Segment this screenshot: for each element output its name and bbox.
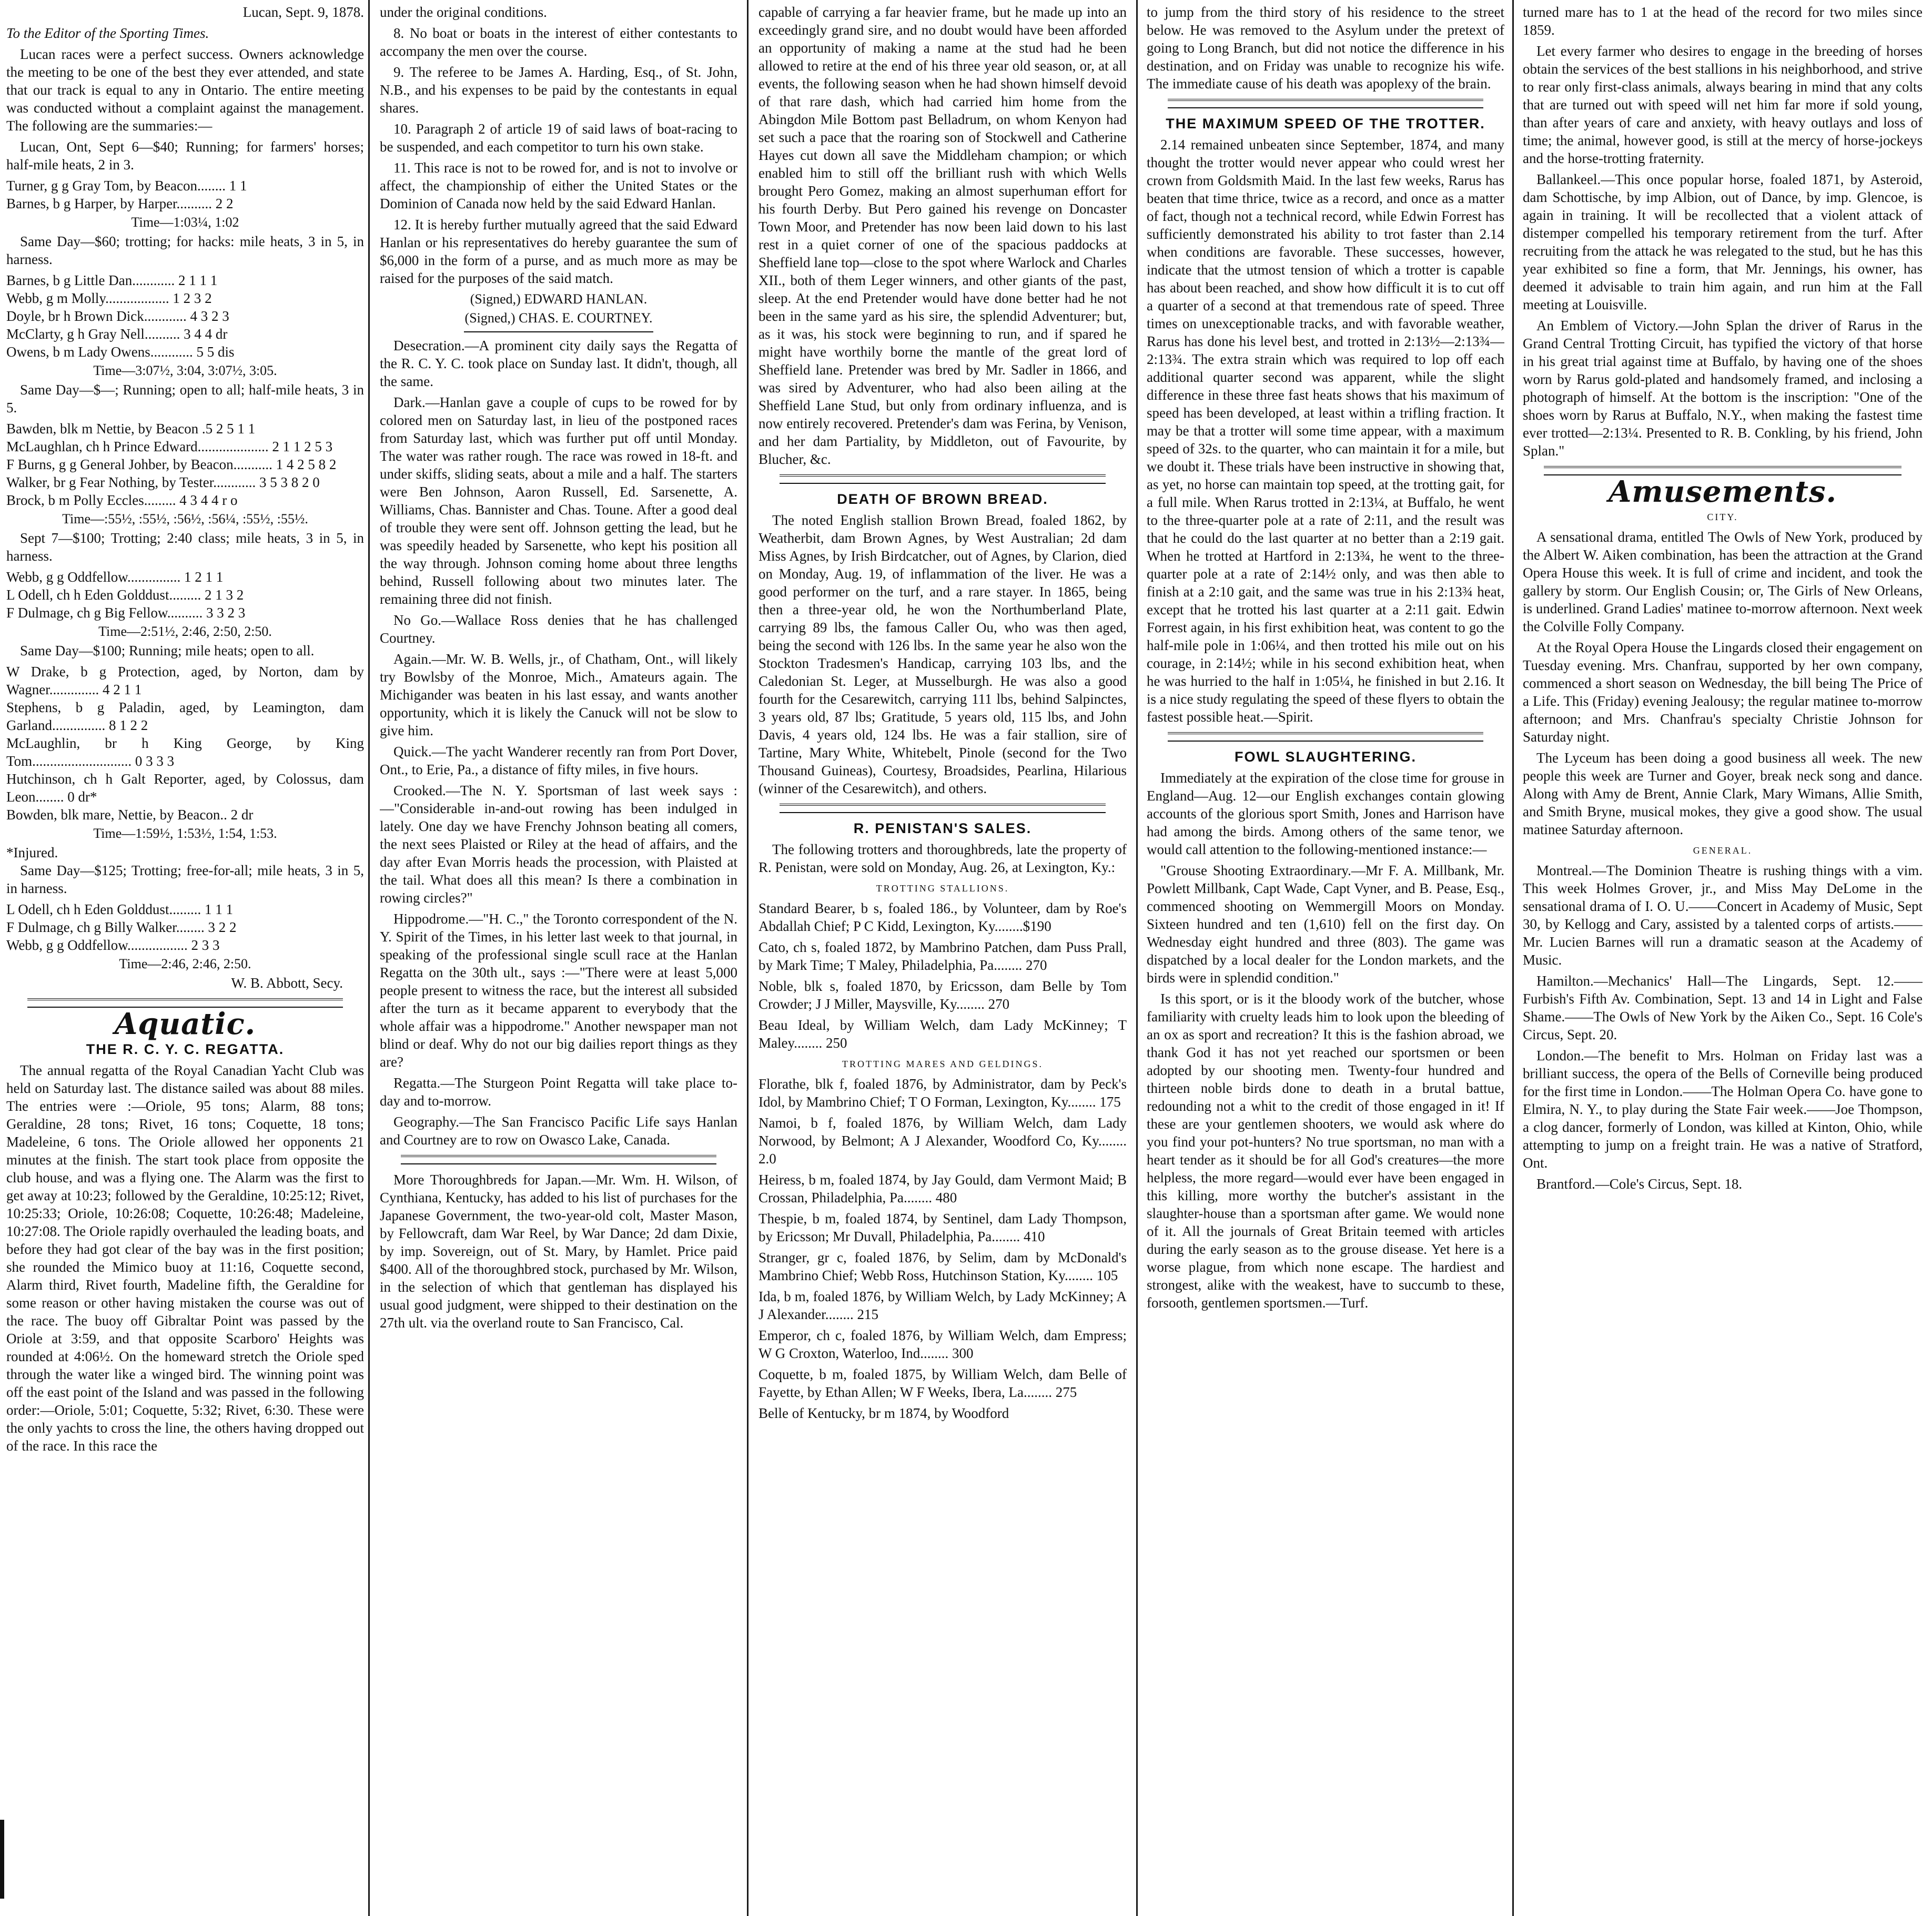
race-time: Time—1:59½, 1:53½, 1:54, 1:53. [93, 826, 277, 841]
race-entry: Turner, g g Gray Tom, by Beacon........ 1 1 [6, 178, 247, 194]
race-entry: Hutchinson, ch h Galt Reporter, aged, by Colossus, dam Leon........ 0 dr* [6, 771, 364, 805]
column-5 [1523, 3, 1923, 1912]
race-entry: Barnes, b g Harper, by Harper.......... 2 2 [6, 196, 234, 211]
secretary-signature: W. B. Abbott, Secy. [231, 975, 343, 991]
race-entry: F Dulmage, ch g Billy Walker........ 3 2 2 [6, 919, 237, 935]
sale-entry: Thespie, b m, foaled 1874, by Sentinel, dam Lady Thompson, by Ericsson; Mr Duvall, Philadelphia, Pa........ 410 [758, 1211, 1127, 1244]
race-entry: Stephens, b g Paladin, aged, by Leamington, dam Garland............... 8 1 2 2 [6, 700, 364, 733]
sale-entry: Belle of Kentucky, br m 1874, by Woodford [758, 1405, 1009, 1421]
signature-line: (Signed,) EDWARD HANLAN. [470, 291, 648, 307]
subheading: GENERAL. [1693, 845, 1753, 856]
article-paragraph: Montreal.—The Dominion Theatre is rushing things with a vim. This week Holmes Grover, jr., and Miss May DeLome in the sensational drama of I. O. U.——Concert in Academy of Music, Sept 30, by Kellogg and Cary, assisted by a talented corps of artists.——Mr. Lucien Barnes will run a dramatic season at the Academy of Music. [1523, 863, 1923, 968]
article-paragraph: The annual regatta of the Royal Canadian Yacht Club was held on Saturday last. The distance sailed was about 88 miles. The entries were :—Oriole, 95 tons; Alarm, 88 tons; Geraldine, 28 tons; Rivet, 16 tons; Coquette, 18 tons; Madeleine, 6 tons. The Oriole allowed her opponents 21 minutes at the finish. The start took place from opposite the club house, and was a flying one. The Alarm was the first to get away at 10:23; followed by the Geraldine, 10:25:12; Rivet, 10:25:33; Oriole, 10:26:08; Coquette, 10:26:48; Madeleine, 10:27:08. The Oriole rapidly overhauled the leading boats, and before they had got clear of the bay was in the first position; she rounded the Mimico buoy at 11:16, Coquette second, Alarm third, Rivet fourth, Madeline fifth, the Geraldine for some reason or other having mistaken the course was out of the race. The buoy off Gibraltar Point was passed by the Oriole at 3:59, and that opposite Scarboro' Heights was rounded at 4:06½. On the homeward stretch the Oriole sped through the water like a winged bird. The winning point was off the east point of the Island and was passed in the following order:—Oriole, 5:01; Coquette, 5:32; Rivet, 6:30. These were the only yachts to cross the line, the others having dropped out of the race. In this race the [6, 1062, 364, 1454]
section-divider [1168, 99, 1483, 108]
race-time: Time—2:46, 2:46, 2:50. [119, 956, 251, 971]
race-heading: Same Day—$125; Trotting; free-for-all; mile heats, 3 in 5, in harness. [6, 863, 364, 896]
race-entry: McLaughlin, br h King George, by King Tom............................ 0 3 3 3 [6, 735, 364, 769]
article-headline: R. PENISTAN'S SALES. [853, 820, 1032, 836]
article-paragraph: Is this sport, or is it the bloody work of the butcher, whose familiarity with cruelty leads him to look upon the bleeding of an ox as sport and recreation? It this is the fashion abroad, we thank God it has not yet reached our sportsmen or been adopted by our shooting men. Twenty-four hundred and thirteen noble birds done to death in a brutal battue, redounding not a whit to the credit of those engaged in it! If these are your gentlemen shooters, we would ask where do you find your pot-hunters? No true sportsman, no man with a heart tender as it should be for all God's creatures—the more helpless, the more regard—would ever have been engaged in this killing, more worthy the butcher's assistant in the slaughter-house than a sportsman after game. We would none of it. All the journals of Great Britain teemed with articles during the early season as to the grouse disease. Yet here is a worse plague, from which none escape. The hardiest and strongest, alike with the weakest, have to succumb to these, forsooth, gentlemen sportsmen.—Turf. [1147, 991, 1504, 1311]
race-entry: McLaughlan, ch h Prince Edward.................... 2 1 1 2 5 3 [6, 439, 333, 454]
race-entry: McClarty, g h Gray Nell.......... 3 4 4 dr [6, 326, 228, 342]
column-1 [6, 3, 364, 1912]
subheading: TROTTING MARES AND GELDINGS. [842, 1059, 1043, 1069]
article-headline: DEATH OF BROWN BREAD. [837, 491, 1048, 507]
article-paragraph: Immediately at the expiration of the close time for grouse in England—Aug. 12—our English exchanges contain glowing accounts of the glorious sport Smith, Jones and Harrison have had among the birds. Among others of the same tenor, we would call attention to the following-mentioned instance:— [1147, 770, 1504, 857]
article-paragraph: 12. It is hereby further mutually agreed that the said Edward Hanlan or his representatives do hereby guarantee the sum of $6,000 in the form of a purse, and as much more as may be raised for the purposes of the said match. [380, 217, 737, 286]
article-paragraph: Hamilton.—Mechanics' Hall—The Lingards, Sept. 12.——Furbish's Fifth Av. Combination, Sept. 13 and 14 in Light and False Shame.——The Owls of New York by the Aiken Co., Sept. 16 Cole's Circus, Sept. 20. [1523, 973, 1923, 1042]
sale-entry: Noble, blk s, foaled 1870, by Ericsson, dam Belle by Tom Crowder; J J Miller, Maysville, Ky........ 270 [758, 978, 1127, 1012]
race-heading: Lucan, Ont, Sept 6—$40; Running; for farmers' horses; half-mile heats, 2 in 3. [6, 139, 364, 173]
section-divider [780, 804, 1106, 813]
race-time: Time—2:51½, 2:46, 2:50, 2:50. [98, 624, 272, 639]
column-2 [380, 3, 737, 1912]
race-time: Time—3:07½, 3:04, 3:07½, 3:05. [93, 363, 277, 378]
divider [464, 331, 653, 332]
column-rule [1136, 0, 1138, 1916]
article-headline: FOWL SLAUGHTERING. [1235, 749, 1417, 765]
race-entry: Webb, g g Oddfellow............... 1 2 1 1 [6, 569, 224, 585]
article-paragraph: 11. This race is not to be rowed for, and is not to involve or affect, the championship of either the United States or the Dominion of Canada now held by the said Edward Hanlan. [380, 160, 737, 211]
race-entry: Barnes, b g Little Dan............ 2 1 1 1 [6, 272, 218, 288]
sale-entry: Namoi, b f, foaled 1876, by William Welch, dam Lady Norwood, by Belmont; A J Alexander, Woodford Co, Ky........ 2.0 [758, 1115, 1127, 1167]
race-heading: Same Day—$—; Running; open to all; half-mile heats, 3 in 5. [6, 382, 364, 415]
news-item: Geography.—The San Francisco Pacific Life says Hanlan and Courtney are to row on Owasco Lake, Canada. [380, 1114, 737, 1148]
race-heading: Same Day—$100; Running; mile heats; open to all. [20, 643, 315, 658]
column-4 [1147, 3, 1504, 1912]
news-item: Ballankeel.—This once popular horse, foaled 1871, by Asteroid, dam Schottische, by imp Albion, out of Dance, by imp. Glencoe, is again in training. It will be recollected that a violent attack of distemper compelled his temporary retirement from the turf. After recruiting from the attack he was relegated to the stud, but he has this year exhibited so fine a form, that Mr. Jennings, his owner, has deemed it advisable to train him again, and run him at the Fall meeting at Louisville. [1523, 171, 1923, 312]
subheading: CITY. [1707, 512, 1738, 522]
article-paragraph: to jump from the third story of his residence to the street below. He was removed to the Asylum under the pretext of going to Long Branch, but did not notice the difference in his destination, and on Friday was unable to recognize his wife. The immediate cause of his death was apoplexy of the brain. [1147, 4, 1504, 92]
section-title-aquatic: Aquatic. [114, 1007, 256, 1041]
news-item: Hippodrome.—"H. C.," the Toronto correspondent of the N. Y. Spirit of the Times, in his letter last week to that journal, in speaking of the professional single scull race at the Hanlan Regatta on the 30th ult., says :—"There were at least 5,000 people present to witness the race, but the interest all subsided after the turn as it became apparent to everybody that the whole affair was a hippodrome." Another newspaper man not blind or deaf. Why do not our big dailies report things as they are? [380, 911, 737, 1070]
article-paragraph: 9. The referee to be James A. Harding, Esq., of St. John, N.B., and his expenses to be paid by the contestants in equal shares. [380, 64, 737, 116]
column-rule [1512, 0, 1514, 1916]
column-3 [758, 3, 1127, 1912]
article-paragraph: 8. No boat or boats in the interest of either contestants to accompany the men over the course. [380, 25, 737, 59]
race-entry: F Burns, g g General Johber, by Beacon........... 1 4 2 5 8 2 [6, 457, 337, 472]
signature-line: (Signed,) CHAS. E. COURTNEY. [464, 310, 653, 326]
sale-entry: Florathe, blk f, foaled 1876, by Administrator, dam by Peck's Idol, by Mambrino Chief; T O Forman, Lexington, Ky........ 175 [758, 1076, 1127, 1110]
column-rule [747, 0, 748, 1916]
section-divider [401, 1155, 716, 1164]
news-item: Desecration.—A prominent city daily says the Regatta of the R. C. Y. C. took place on Sunday last. It didn't, though, all the same. [380, 338, 737, 389]
race-entry: Bowden, blk mare, Nettie, by Beacon.. 2 dr [6, 807, 254, 823]
section-title-amusements: Amusements. [1608, 474, 1837, 509]
race-entry: Walker, br g Fear Nothing, by Tester............ 3 5 3 8 2 0 [6, 474, 320, 490]
article-headline: THE MAXIMUM SPEED OF THE TROTTER. [1166, 116, 1485, 131]
race-heading: Same Day—$60; trotting; for hacks: mile heats, 3 in 5, in harness. [6, 234, 364, 267]
article-paragraph: capable of carrying a far heavier frame, but he made up into an exceedingly grand sire, and no doubt would have been afforded an opportunity of making a name at the stud had he been allowed to retire at the end of his three year old season, or, at all events, the following season when he had shown himself devoid of that rare dash, which had carried him home from the Abingdon Mile Bottom past Belladrum, on whom Kenyon had set such a pace that the roaring son of Stockwell and Catherine Hayes cut down all save the Middleham champion; or which enabled him to still off the brilliant rush with which Wells brought Pero Gomez, making an almost superhuman effort for his fourth Derby. But Pero gained his revenge on Doncaster Town Moor, and Pretender has now been laid down to his last rest in a quiet corner of one of the spacious paddocks at Sheffield lane top—close to the spot where Warlock and Charles XII., both of them Leger winners, and other giants of the past, sleep. At the end Pretender would have done better had he not been in the same yard as his sire, the splendid Adventurer; but, as it was, his stock were beginning to run, and if spared he might have worthily borne the mantle of the great lord of Sheffield lane. Pretender was bred by Mr. Sadler in 1866, and was sired by Adventurer, who had also been ailing at the Sheffield Lane Stud, but only from ordinary influenza, and is now entirely recovered. Pretender's dam was Ferina, by Venison, and her dam Partiality, by Middleton, out of Favourite, by Blucher, &c. [758, 4, 1127, 467]
article-paragraph: turned mare has to 1 at the head of the record for two miles since 1859. [1523, 4, 1923, 38]
article-headline: THE R. C. Y. C. REGATTA. [86, 1041, 285, 1057]
news-item: Regatta.—The Sturgeon Point Regatta will take place to-day and to-morrow. [380, 1075, 737, 1109]
race-entry: W Drake, b g Protection, aged, by Norton, dam by Wagner.............. 4 2 1 1 [6, 664, 364, 697]
news-item: Quick.—The yacht Wanderer recently ran from Port Dover, Ont., to Erie, Pa., a distance of fifty miles, in five hours. [380, 744, 737, 777]
news-item: No Go.—Wallace Ross denies that he has challenged Courtney. [380, 612, 737, 646]
race-entry: Brock, b m Polly Eccles......... 4 3 4 4 r o [6, 492, 238, 508]
race-entry: L Odell, ch h Eden Golddust......... 2 1 3 2 [6, 587, 244, 603]
article-paragraph: under the original conditions. [380, 4, 547, 20]
sale-entry: Stranger, gr c, foaled 1876, by Selim, dam by McDonald's Mambrino Chief; Webb Ross, Hutchinson Station, Ky........ 105 [758, 1250, 1127, 1283]
article-paragraph: Let every farmer who desires to engage in the breeding of horses obtain the services of the best stallions in his neighborhood, and strive to rear only first-class animals, always bearing in mind that any colts that are turned out with speed will net him far more if sold young, than after years of care and anxiety, with heavy outlays and loss of time; the animal, however good, is still at the mercy of horse-jockeys and the horse-trotting fraternity. [1523, 43, 1923, 166]
news-item: Crooked.—The N. Y. Sportsman of last week says :—"Considerable in-and-out rowing has been indulged in lately. One day we have Frenchy Johnson beating all comers, the next sees Plaisted or Riley at the head of affairs, and the day after Evan Morris heads the procession, with Plaisted at the tail. What does all this mean? Is there a combination in rowing circles?" [380, 783, 737, 906]
race-entry: F Dulmage, ch g Big Fellow.......... 3 3 2 3 [6, 605, 246, 621]
news-item: An Emblem of Victory.—John Splan the driver of Rarus in the Grand Central Trotting Circuit, has typified the victory of that horse in his great trial against time at Buffalo, by having one of the shoes worn by Rarus gold-plated and handsomely framed, and inclosing a photograph of himself. At the bottom is the inscription: "One of the shoes worn by Rarus at Buffalo, N.Y., when making the fastest time ever trotted—2:13¼. Presented to R. B. Conkling, by his friend, John Splan." [1523, 318, 1923, 459]
news-item: More Thoroughbreds for Japan.—Mr. Wm. H. Wilson, of Cynthiana, Kentucky, has added to his list of purchases for the Japanese Government, the two-year-old colt, Master Mason, by Fellowcraft, dam War Reel, by War Dance; 2d dam Dixie, by imp. Sovereign, out of St. Mary, by Hamlet. Price paid $400. All of the thoroughbred stock, purchased by Mr. Wilson, in the selection of which that gentleman has displayed his usual good judgment, were shipped to their destination on the 27th ult. via the overland route to San Francisco, Cal. [380, 1172, 737, 1331]
article-paragraph: A sensational drama, entitled The Owls of New York, produced by the Albert W. Aiken combination, has been the attraction at the Grand Opera House this week. It is full of crime and incident, and took the gallery by storm. Our English Cousin; or, The Girls of New Orleans, is underlined. Grand Ladies' matinee to-morrow afternoon. Next week the Colville Folly Company. [1523, 529, 1923, 634]
article-paragraph: 10. Paragraph 2 of article 19 of said laws of boat-racing to be suspended, and each competitor to turn his own stake. [380, 121, 737, 155]
news-item: Again.—Mr. W. B. Wells, jr., of Chatham, Ont., will likely try Bowlsby of the Monroe, Mich., Amateurs again. The Michigander was beaten in his last essay, and wants another opportunity, which it is likely the Canuck will not be slow to give him. [380, 651, 737, 738]
race-entry: L Odell, ch h Eden Golddust......... 1 1 1 [6, 901, 233, 917]
article-paragraph: The Lyceum has been doing a good business all week. The new people this week are Turner and Goyer, break neck song and dance. Along with Amy de Brent, Annie Clark, Mary Wimans, Allie Smith, and Smith Bryne, musical mokes, they give a good show. The usual matinee Saturday afternoon. [1523, 750, 1923, 837]
race-entry: Doyle, br h Brown Dick............ 4 3 2 3 [6, 308, 229, 324]
section-divider [1168, 732, 1483, 742]
sale-entry: Beau Ideal, by William Welch, dam Lady McKinney; T Maley........ 250 [758, 1017, 1127, 1051]
sale-entry: Cato, ch s, foaled 1872, by Mambrino Patchen, dam Puss Prall, by Mark Time; T Maley, Philadelphia, Pa........ 270 [758, 939, 1127, 973]
article-paragraph: 2.14 remained unbeaten since September, 1874, and many thought the trotter would never appear who could wrest her crown from Goldsmith Maid. In the last few weeks, Rarus has beaten that time thrice, twice as a record, and once as a matter of fact, though not a technical record, while Edwin Forrest has sufficiently demonstrated his ability to trot faster than 2.14 when conditions are favorable. These successes, however, indicate that the utmost tension of which a trotter is capable has about been reached, and show how difficult it is to cut off a quarter of a second at that tremendous rate of speed. Three times on unexceptionable tracks, and with favorable weather, Rarus has done his level best, and trotted in 2:13½—2:13¾—2:13¾. The extra strain which was required to lop off each additional quarter second was apparent, while the slight difference in these three fast heats shows that his maximum of speed has been developed, at least within a trifling fraction. It may be that a trotter will some time appear, with a maximum speed of 32s. to the quarter, who can maintain it for a mile, but we doubt it. These trials have been instructive in showing that, as yet, no horse can maintain top speed, at the trotting gait, for a full mile. When Rarus trotted in 2:13¼, at Buffalo, he went to the three-quarter pole at a rate of 2:11, and the result was that he could do the last quarter at no better than a 2:19 gait. When he trotted at Hartford in 2:13¾, he went to the three-quarter pole at a rate of 2:14½ only, and was then able to finish at a 2:10 gait, and the same was true in his 2:13¾ heat, except that he trotted his last quarter at a 2:11 gait. Edwin Forrest again, in his first exhibition heat, was content to go the half-mile pole in 1:06¼, and then trotted his mile out on his courage, in 2:14½; while in his second exhibition heat, when he was hurried to the half in 1:05¼, he finished in but 2.16. It is a nice study regulating the speed of these flyers to obtain the fastest possible heat.—Spirit. [1147, 137, 1504, 725]
article-paragraph: At the Royal Opera House the Lingards closed their engagement on Tuesday evening. Mrs. Chanfrau, supported by her own company, commenced a short season on Wednesday, the bill being The Price of a Life. This (Friday) evening Jealousy; the regular matinee to-morrow afternoon; and Mrs. Chanfrau's specialty Christie Johnson for Saturday night. [1523, 640, 1923, 745]
column-rule [368, 0, 370, 1916]
race-entry: Webb, g m Molly.................. 1 2 3 2 [6, 290, 212, 306]
article-paragraph: London.—The benefit to Mrs. Holman on Friday last was a brilliant success, the opera of the Bells of Corneville being produced for the first time in London.——The Holman Opera Co. have gone to Elmira, N. Y., to play during the State Fair week.——Joe Thompson, a clog dancer, formerly of London, was killed at Kinton, Ohio, while attempting to jump on a freight train. He was a native of Stratford, Ont. [1523, 1048, 1923, 1171]
news-item: Dark.—Hanlan gave a couple of cups to be rowed for by colored men on Saturday last, in lieu of the postponed races from Saturday last, which was further put off until Monday. The water was rather rough. The race was rowed in 18-ft. and under skiffs, sliding seats, about a mile and a half. The starters were Ben Johnson, Aaron Russell, Ed. Sarsenette, A. Williams, Chas. Bannister and Chas. Toune. After a good deal of trouble they were sent off. Johnson getting the lead, but he was speedily headed by Sarsenette, who kept his position all the way through. Johnson coming home about three lengths behind, Russell following about two minutes later. The remaining three did not finish. [380, 394, 737, 607]
article-paragraph: Brantford.—Cole's Circus, Sept. 18. [1536, 1176, 1743, 1192]
race-heading: Sept 7—$100; Trotting; 2:40 class; mile heats, 3 in 5, in harness. [6, 530, 364, 564]
race-time: Time—1:03¼, 1:02 [131, 215, 239, 230]
section-divider [780, 474, 1106, 484]
race-entry: Webb, g g Oddfellow................. 2 3 3 [6, 937, 220, 953]
salutation: To the Editor of the Sporting Times. [6, 25, 209, 41]
race-entry: Owens, b m Lady Owens............ 5 5 dis [6, 344, 235, 360]
page-edge-mark [0, 1820, 4, 1899]
subheading: TROTTING STALLIONS. [876, 883, 1009, 894]
article-paragraph: The following trotters and thoroughbreds, late the property of R. Penistan, were sold on Monday, Aug. 26, at Lexington, Ky.: [758, 842, 1127, 875]
race-note: *Injured. [6, 845, 58, 860]
race-time: Time—:55½, :55½, :56½, :56¼, :55½, :55½. [62, 511, 308, 526]
intro-paragraph: Lucan races were a perfect success. Owners acknowledge the meeting to be one of the best they ever attended, and state that our track is equal to any in Ontario. The entire meeting was conducted without a complaint against the management. The following are the summaries:— [6, 46, 364, 134]
sale-entry: Ida, b m, foaled 1876, by William Welch, by Lady McKinney; A J Alexander........ 215 [758, 1289, 1127, 1322]
article-paragraph: "Grouse Shooting Extraordinary.—Mr F. A. Millbank, Mr. Powlett Millbank, Capt Wade, Capt Vyner, and B. Pease, Esq., commenced shooting on Wemmergill Moors on Monday. Sixteen hundred and ten (1,610) fell on the first day. On Wednesday eight hundred and three (803). The game was dispatched by a local dealer for the London markets, and the birds were in splendid condition." [1147, 863, 1504, 986]
dateline: Lucan, Sept. 9, 1878. [242, 4, 364, 20]
sale-entry: Coquette, b m, foaled 1875, by William Welch, dam Belle of Fayette, by Ethan Allen; W F Weeks, Ibera, La........ 275 [758, 1366, 1127, 1400]
article-paragraph: The noted English stallion Brown Bread, foaled 1862, by Weatherbit, dam Brown Agnes, by West Australian; 2d dam Miss Agnes, by Irish Birdcatcher, out of Agnes, by Clarion, died on Monday, Aug. 19, of inflammation of the liver. He was a good performer on the turf, and a rare stayer. In 1865, being then a three-year old, he won the Northumberland Plate, carrying 89 lbs, the famous Caller Ou, who was then aged, being the second with 126 lbs. In the same year he also won the Stockton Tradesmen's Handicap, carrying 103 lbs, and the Caledonian St. Leger, at Musselburgh. He was also a good fourth for the Cesarewitch, carrying 111 lbs, behind Salpinctes, 3 years old, 87 lbs; Gratitude, 5 years old, 115 lbs, and John Davis, 4 years old, 124 lbs. He was a fair stallion, sire of Tartine, Mary White, Whitebelt, Pinole (second for the Two Thousand Guineas), Courtesy, Broadsides, Pearlina, Hilarious (winner of the Cesarewitch), and others. [758, 512, 1127, 796]
sale-entry: Heiress, b m, foaled 1874, by Jay Gould, dam Vermont Maid; B Crossan, Philadelphia, Pa........ 480 [758, 1172, 1127, 1205]
race-entry: Bawden, blk m Nettie, by Beacon .5 2 5 1 1 [6, 421, 256, 437]
sale-entry: Emperor, ch c, foaled 1876, by William Welch, dam Empress; W G Croxton, Waterloo, Ind........ 300 [758, 1327, 1127, 1361]
sale-entry: Standard Bearer, b s, foaled 186., by Volunteer, dam by Roe's Abdallah Chief; P C Kidd, Lexington, Ky........$190 [758, 900, 1127, 934]
